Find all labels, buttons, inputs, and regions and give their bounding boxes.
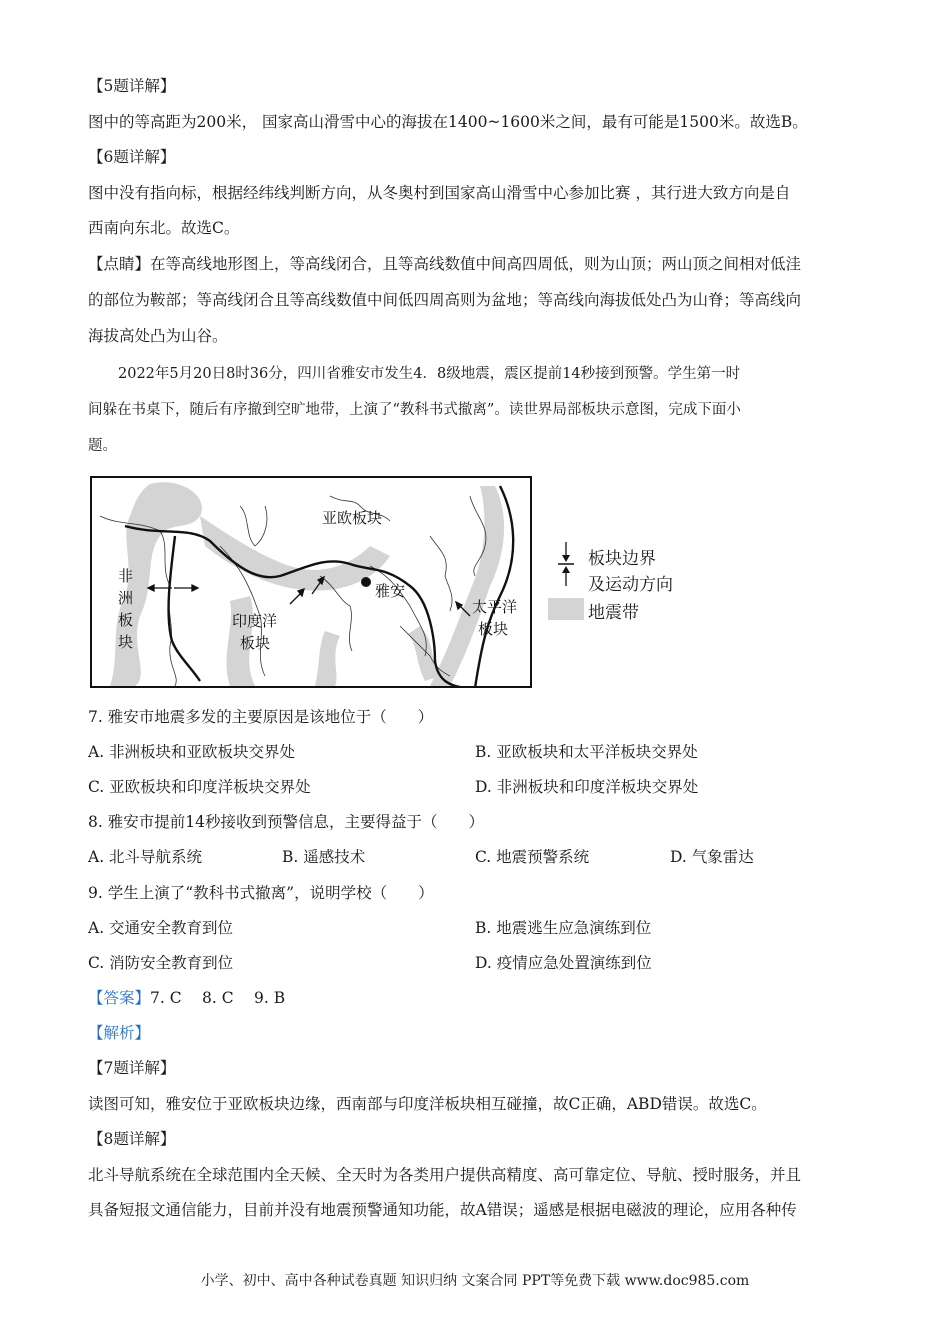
answer-row: [88, 988, 285, 1008]
option-8b: B. 遥感技术: [282, 848, 366, 866]
option-8c: C. 地震预警系统: [475, 848, 590, 866]
plate-map: [90, 476, 532, 688]
question-8: 8. 雅安市提前14秒接收到预警信息，主要得益于（ ）: [88, 813, 484, 831]
legend-quake-belt: 地震带: [588, 603, 639, 623]
q6-body-1: 图中没有指向标，根据经纬线判断方向，从冬奥村到国家高山滑雪中心参加比赛 ，其行进大致方向是自: [88, 184, 791, 202]
label-indian-2: 板块: [240, 634, 271, 652]
legend-boundary-2: 及运动方向: [588, 575, 673, 595]
q7-detail-body: 读图可知，雅安位于亚欧板块边缘，西南部与印度洋板块相互碰撞，故C正确，ABD错误。故选C。: [88, 1095, 767, 1113]
q7-detail-head: 【7题详解】: [88, 1059, 176, 1077]
answer-value: 7. C 8. C 9. B: [150, 989, 286, 1007]
quake-belt-swatch: [548, 598, 584, 620]
label-indian-1: 印度洋: [232, 612, 278, 630]
option-9a: A. 交通安全教育到位: [88, 919, 234, 937]
map-legend: [548, 540, 748, 630]
q8-detail-head: 【8题详解】: [88, 1130, 176, 1148]
label-yaan: 雅安: [375, 582, 406, 600]
legend-boundary-1: 板块边界: [588, 549, 656, 569]
question-9: 9. 学生上演了“教科书式撤离”，说明学校（ ）: [88, 884, 434, 902]
q8-detail-body-2: 具备短报文通信能力，目前并没有地震预警通知功能，故A错误；遥感是根据电磁波的理论，应用各种传: [88, 1201, 797, 1219]
label-africa-3: 板: [118, 611, 134, 629]
question-7: 7. 雅安市地震多发的主要原因是该地位于（ ）: [88, 708, 434, 726]
label-africa-4: 块: [118, 633, 134, 651]
yaan-marker: [361, 577, 371, 587]
q8-detail-body-1: 北斗导航系统在全球范围内全天候、全天时为各类用户提供高精度、高可靠定位、导航、授时服务，并且: [88, 1166, 802, 1184]
intro-1: 2022年5月20日8时36分，四川省雅安市发生4．8级地震，震区提前14秒接到预警。学生第一时: [118, 366, 741, 382]
q6-head: 【6题详解】: [88, 148, 176, 166]
boundary-legend-icon: [556, 540, 576, 588]
q6-body-2: 西南向东北。故选C。: [88, 219, 240, 237]
option-8a: A. 北斗导航系统: [88, 848, 203, 866]
page-footer: 小学、初中、高中各种试卷真题 知识归纳 文案合同 PPT等免费下载 www.doc985.com: [200, 1273, 750, 1289]
option-7b: B. 亚欧板块和太平洋板块交界处: [475, 743, 698, 761]
intro-3: 题。: [88, 438, 117, 454]
q5-head: 【5题详解】: [88, 77, 176, 95]
intro-2: 间躲在书桌下，随后有序撤到空旷地带，上演了“教科书式撤离”。读世界局部板块示意图，完成下面小: [88, 402, 741, 418]
option-7d: D. 非洲板块和印度洋板块交界处: [475, 778, 699, 796]
label-africa-1: 非: [118, 567, 134, 585]
label-africa-2: 洲: [118, 589, 134, 607]
analysis-label: 【解析】: [88, 1024, 151, 1042]
option-9b: B. 地震逃生应急演练到位: [475, 919, 652, 937]
label-pacific-2: 板块: [478, 620, 509, 638]
tip-label: 【点睛】: [88, 255, 151, 273]
answer-label: 【答案】: [88, 989, 151, 1007]
tip-body-2: 的部位为鞍部；等高线闭合且等高线数值中间低四周高则为盆地；等高线向海拔低处凸为山脊；等高线向: [88, 291, 802, 309]
tip-paragraph: [88, 254, 801, 274]
option-9d: D. 疫情应急处置演练到位: [475, 954, 652, 972]
q5-body: 图中的等高距为200米， 国家高山滑雪中心的海拔在1400~1600米之间，最有可能是1500米。故选B。: [88, 113, 808, 131]
tip-body-3: 海拔高处凸为山谷。: [88, 327, 228, 345]
option-8d: D. 气象雷达: [670, 848, 754, 866]
label-pacific-1: 太平洋: [472, 598, 518, 616]
option-9c: C. 消防安全教育到位: [88, 954, 234, 972]
label-eurasia: 亚欧板块: [322, 509, 383, 527]
option-7a: A. 非洲板块和亚欧板块交界处: [88, 743, 296, 761]
tip-body-1: 在等高线地形图上，等高线闭合，且等高线数值中间高四周低，则为山顶；两山顶之间相对低洼: [150, 255, 802, 273]
option-7c: C. 亚欧板块和印度洋板块交界处: [88, 778, 311, 796]
